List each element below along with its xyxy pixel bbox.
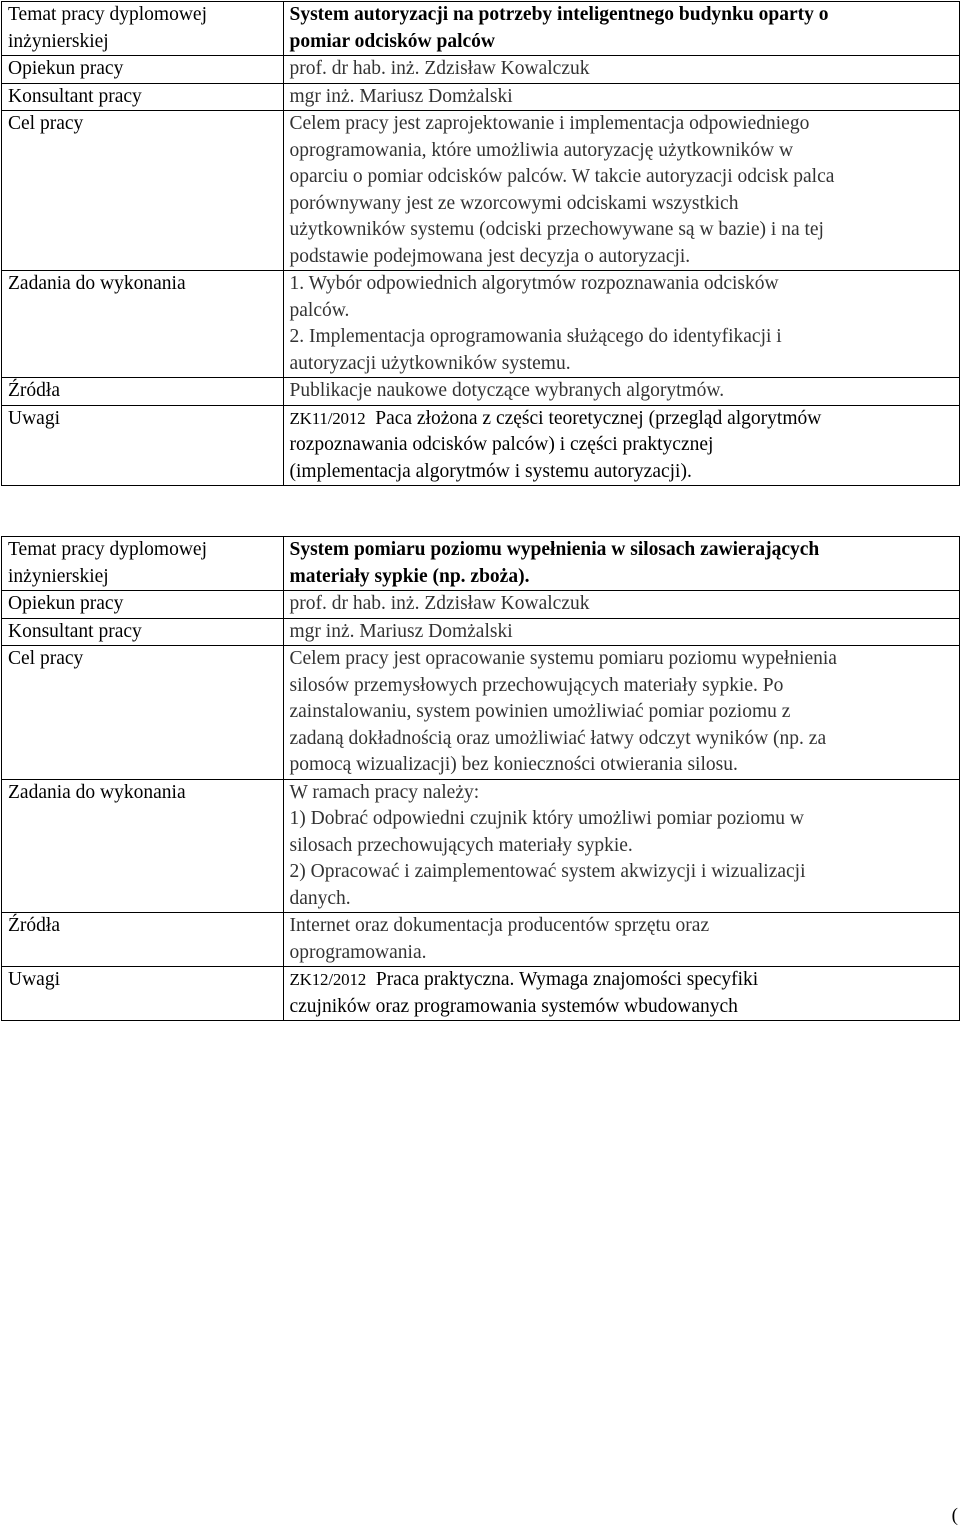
row-topic [2,2,960,56]
goal-line: pomocą wizualizacji) bez konieczności otwierania silosu. [289,754,738,775]
row-supervisor [2,56,960,84]
goal-line: podstawie podejmowana jest decyzja o autoryzacji. [289,245,691,267]
notes-value [283,967,960,1021]
thesis-topic-line: System autoryzacji na potrzeby inteligentnego budynku oparty o [289,4,829,25]
sources-line: Publikacje naukowe dotyczące wybranych algorytmów. [289,380,725,401]
row-consultant [2,618,960,646]
supervisor-value: prof. dr hab. inż. Zdzisław Kowalczuk [283,591,960,619]
label-consultant: Konsultant pracy [2,83,284,111]
sources-line: Internet oraz dokumentacja producentów sprzętu oraz [289,915,710,936]
thesis-topic [283,2,960,56]
task-line: 1. Wybór odpowiednich algorytmów rozpoznawania odcisków [289,273,779,294]
row-notes [2,967,960,1021]
thesis-topic-line: materiały sypkie (np. zboża). [289,565,530,587]
row-tasks [2,271,960,378]
consultant-value: mgr inż. Mariusz Domżalski [283,83,960,111]
notes-line: (implementacja algorytmów i systemu autoryzacji). [289,460,692,482]
task-line: 2) Opracować i zaimplementować system akwizycji i wizualizacji [289,861,806,882]
row-supervisor [2,591,960,619]
label-tasks: Zadania do wykonania [2,271,284,378]
task-line: palców. [289,299,350,321]
tasks-value [283,779,960,913]
label-supervisor: Opiekun pracy [2,591,284,619]
goal-line: zadaną dokładnością oraz umożliwiać łatwy odczyt wyników (np. za [289,727,827,749]
task-line: 2. Implementacja oprogramowania służącego do identyfikacji i [289,326,782,347]
page-number: ( [951,1505,958,1526]
label-sources: Źródła [2,913,284,967]
task-line: W ramach pracy należy: [289,781,480,803]
label-topic-line: Temat pracy dyplomowej [8,539,207,560]
row-goal [2,111,960,271]
consultant-value: mgr inż. Mariusz Domżalski [283,618,960,646]
thesis-topic [283,537,960,591]
row-topic [2,537,960,591]
tasks-value [283,271,960,378]
row-consultant [2,83,960,111]
label-topic [2,2,284,56]
thesis-table-2 [1,536,960,1021]
task-line: 1) Dobrać odpowiedni czujnik który umożliwi pomiar poziomu w [289,808,804,829]
sources-value [283,378,960,406]
goal-line: porównywany jest ze wzorcowymi odciskami wszystkich [289,192,739,214]
goal-line: Celem pracy jest zaprojektowanie i implementacja odpowiedniego [289,113,810,134]
sources-value [283,913,960,967]
supervisor-value: prof. dr hab. inż. Zdzisław Kowalczuk [283,56,960,84]
notes-line: Praca praktyczna. Wymaga znajomości specyfiki [375,969,759,990]
label-topic-line: inżynierskiej [8,565,109,587]
notes-line: Paca złożona z części teoretycznej (przegląd algorytmów [375,407,822,429]
goal-line: Celem pracy jest opracowanie systemu pomiaru poziomu wypełnienia [289,648,837,669]
thesis-table-1 [1,1,960,486]
label-notes: Uwagi [2,405,284,486]
goal-line: oparciu o pomiar odcisków palców. W takcie autoryzacji odcisk palca [289,166,835,187]
thesis-code: ZK12/2012 [289,970,367,989]
row-sources [2,913,960,967]
label-goal: Cel pracy [2,646,284,780]
task-line: silosach przechowujących materiały sypkie. [289,834,633,856]
label-supervisor: Opiekun pracy [2,56,284,84]
label-sources: Źródła [2,378,284,406]
label-topic-line: inżynierskiej [8,30,109,52]
thesis-topic-line: System pomiaru poziomu wypełnienia w silosach zawierających [289,539,820,560]
row-sources [2,378,960,406]
notes-line: czujników oraz programowania systemów wbudowanych [289,995,738,1017]
goal-value [283,646,960,780]
task-line: autoryzacji użytkowników systemu. [289,352,571,374]
sources-line: oprogramowania. [289,941,427,963]
label-goal: Cel pracy [2,111,284,271]
task-line: danych. [289,887,351,909]
notes-line: rozpoznawania odcisków palców) i części praktycznej [289,434,714,455]
row-goal [2,646,960,780]
thesis-topic-line: pomiar odcisków palców [289,30,495,52]
row-notes [2,405,960,486]
goal-line: silosów przemysłowych przechowujących materiały sypkie. Po [289,674,784,696]
thesis-code: ZK11/2012 [289,408,366,428]
notes-value [283,405,960,486]
goal-line: zainstalowaniu, system powinien umożliwiać pomiar poziomu z [289,701,791,722]
goal-value [283,111,960,271]
label-consultant: Konsultant pracy [2,618,284,646]
label-topic-line: Temat pracy dyplomowej [8,4,207,25]
goal-line: oprogramowania, które umożliwia autoryzację użytkowników w [289,139,794,161]
label-notes: Uwagi [2,967,284,1021]
label-tasks: Zadania do wykonania [2,779,284,913]
row-tasks [2,779,960,913]
label-topic [2,537,284,591]
goal-line: użytkowników systemu (odciski przechowywane są w bazie) i na tej [289,219,824,240]
